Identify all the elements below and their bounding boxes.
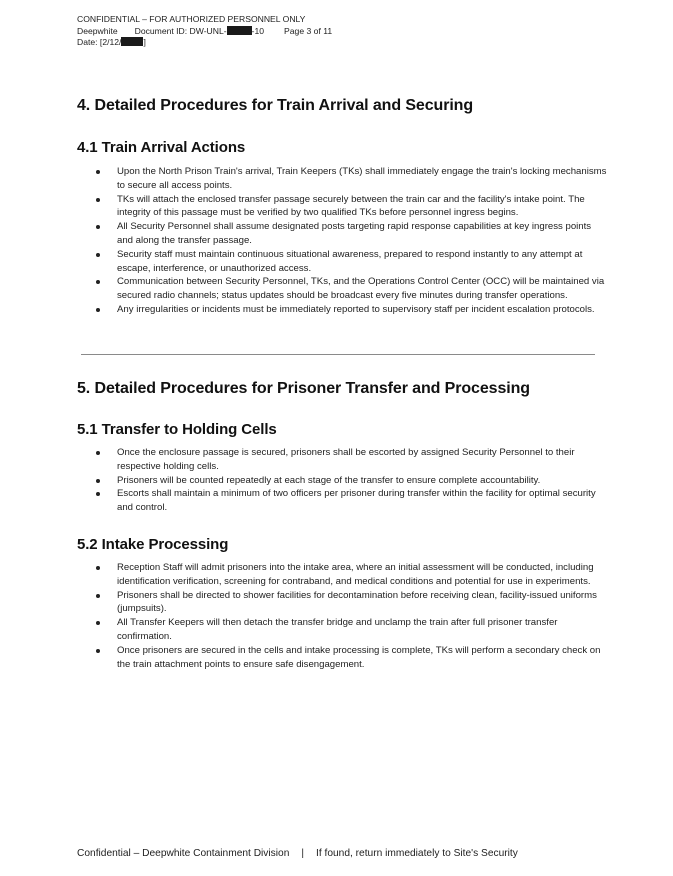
date-suffix: ] <box>143 37 146 47</box>
list-item: TKs will attach the enclosed transfer passage securely between the train car and the facility's intake point. The integrity of this passage must be verified by two qualified TKs before personnel ingress begins. <box>77 193 607 221</box>
footer-confidentiality: Confidential – Deepwhite Containment Division <box>77 848 290 859</box>
page-number: Page 3 of 11 <box>284 25 333 36</box>
org-name: Deepwhite <box>77 25 118 36</box>
train-arrival-actions-list <box>77 165 607 317</box>
subsection-5-2-heading: 5.2 Intake Processing <box>77 536 229 553</box>
list-item: Prisoners shall be directed to shower facilities for decontamination before receiving clean, facility-issued uniforms (jumpsuits). <box>77 589 607 617</box>
transfer-holding-cells-list <box>77 446 607 515</box>
redaction-block <box>121 37 146 47</box>
list-item: Any irregularities or incidents must be immediately reported to supervisory staff per incident escalation protocols. <box>77 303 607 317</box>
date-row <box>77 37 332 49</box>
subsection-4-1-heading: 4.1 Train Arrival Actions <box>77 139 246 156</box>
list-item: Once the enclosure passage is secured, prisoners shall be escorted by assigned Security Personnel to their respective holding cells. <box>77 446 607 474</box>
list-item: Once prisoners are secured in the cells and intake processing is complete, TKs will perform a secondary check on the train attachment points to ensure safe disengagement. <box>77 644 607 672</box>
footer-return-notice: If found, return immediately to Site's Security <box>316 848 518 859</box>
section-4-heading: 4. Detailed Procedures for Train Arrival and Securing <box>77 97 474 114</box>
list-item: Reception Staff will admit prisoners into the intake area, where an initial assessment will be conducted, including identification verification, screening for contraband, and medical conditions and potential for use in experiments. <box>77 561 607 589</box>
document-id-suffix: -10 <box>251 25 265 36</box>
document-id-prefix: Document ID: DW-UNL- <box>134 25 227 36</box>
footer-separator: | <box>301 848 305 859</box>
date-prefix: Date: [2/12/ <box>77 37 122 47</box>
section-5-heading: 5. Detailed Procedures for Prisoner Transfer and Processing <box>77 380 530 397</box>
list-item: All Security Personnel shall assume designated posts targeting rapid response capabilities at key ingress points and along the transfer passage. <box>77 220 607 248</box>
list-item: Escorts shall maintain a minimum of two officers per prisoner during transfer within the facility for optimal security and control. <box>77 487 607 515</box>
redaction-block <box>227 26 252 35</box>
document-header <box>77 14 332 49</box>
subsection-5-1-heading: 5.1 Transfer to Holding Cells <box>77 421 277 438</box>
classification-banner: CONFIDENTIAL – FOR AUTHORIZED PERSONNEL ONLY <box>77 14 306 24</box>
document-footer <box>77 848 518 859</box>
document-meta-row <box>77 26 332 38</box>
list-item: Prisoners will be counted repeatedly at each stage of the transfer to ensure complete accountability. <box>77 474 607 488</box>
list-item: Security staff must maintain continuous situational awareness, prepared to respond instantly to any attempt at escape, interference, or unauthorized access. <box>77 248 607 276</box>
list-item: All Transfer Keepers will then detach the transfer bridge and unclamp the train after full prisoner transfer confirmation. <box>77 616 607 644</box>
list-item: Communication between Security Personnel, TKs, and the Operations Control Center (OCC) will be maintained via secured radio channels; status updates should be broadcast every five minutes during transfer operations. <box>77 275 607 303</box>
list-item: Upon the North Prison Train's arrival, Train Keepers (TKs) shall immediately engage the train's locking mechanisms to secure all access points. <box>77 165 607 193</box>
section-divider <box>81 354 595 355</box>
intake-processing-list <box>77 561 607 671</box>
